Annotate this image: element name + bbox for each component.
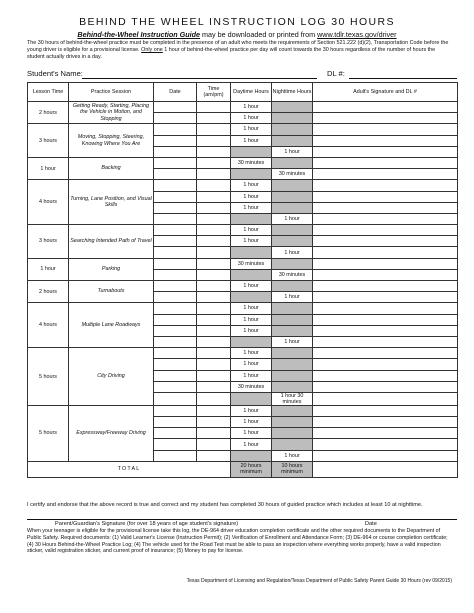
time-cell[interactable] — [197, 258, 231, 269]
date-cell[interactable] — [154, 417, 197, 428]
signature-cell[interactable] — [313, 450, 458, 461]
log-row — [28, 180, 458, 191]
signature-cell[interactable] — [313, 348, 458, 359]
student-info-line — [27, 69, 457, 80]
nighttime-cell — [272, 258, 313, 269]
signature-label: Parent/Guardian's Signature (for over 18 years of age student's signature) — [55, 521, 239, 527]
signature-cell[interactable] — [313, 169, 458, 180]
nighttime-cell — [272, 113, 313, 124]
signature-cell[interactable] — [313, 292, 458, 303]
practice-session-cell: Expressway/Freeway Driving — [69, 405, 154, 461]
daytime-cell: 1 hour — [231, 417, 272, 428]
time-cell[interactable] — [197, 417, 231, 428]
log-row — [28, 157, 458, 168]
practice-session-cell: City Driving — [69, 348, 154, 406]
header-daytime: Daytime Hours — [231, 83, 272, 102]
nighttime-cell — [272, 428, 313, 439]
nighttime-cell — [272, 303, 313, 314]
daytime-cell — [231, 292, 272, 303]
time-cell[interactable] — [197, 213, 231, 224]
student-name-label: Student's Name: — [27, 69, 83, 78]
lesson-time-cell: 1 hour — [28, 157, 69, 179]
signature-cell[interactable] — [313, 191, 458, 202]
signature-cell[interactable] — [313, 359, 458, 370]
header-date: Date — [154, 83, 197, 102]
daytime-cell: 1 hour — [231, 102, 272, 113]
date-cell[interactable] — [154, 450, 197, 461]
nighttime-cell — [272, 281, 313, 292]
header-nighttime: Nighttime Hours — [272, 83, 313, 102]
date-cell[interactable] — [154, 202, 197, 213]
daytime-cell — [231, 336, 272, 347]
signature-line[interactable] — [27, 519, 457, 520]
time-cell[interactable] — [197, 439, 231, 450]
time-cell[interactable] — [197, 146, 231, 157]
nighttime-cell: 1 hour — [272, 146, 313, 157]
date-cell[interactable] — [154, 303, 197, 314]
daytime-cell: 1 hour — [231, 370, 272, 381]
signature-cell[interactable] — [313, 225, 458, 236]
time-cell[interactable] — [197, 135, 231, 146]
daytime-cell: 1 hour — [231, 225, 272, 236]
intro-underlined: Only one — [141, 46, 163, 53]
signature-cell[interactable] — [313, 213, 458, 224]
daytime-cell: 1 hour — [231, 405, 272, 416]
signature-cell[interactable] — [313, 113, 458, 124]
practice-session-cell: Parking — [69, 258, 154, 280]
practice-session-cell: Turnabouts — [69, 281, 154, 303]
signature-cell[interactable] — [313, 281, 458, 292]
lesson-time-cell: 4 hours — [28, 303, 69, 348]
nighttime-cell — [272, 202, 313, 213]
daytime-cell: 1 hour — [231, 348, 272, 359]
log-row — [28, 405, 458, 416]
signature-cell[interactable] — [313, 269, 458, 280]
nighttime-cell: 1 hour — [272, 336, 313, 347]
log-row — [28, 102, 458, 113]
date-cell[interactable] — [154, 325, 197, 336]
nighttime-cell: 1 hour — [272, 247, 313, 258]
nighttime-cell: 1 hour — [272, 292, 313, 303]
date-cell[interactable] — [154, 336, 197, 347]
dl-number-field[interactable] — [349, 78, 457, 79]
date-cell[interactable] — [154, 191, 197, 202]
nighttime-cell: 1 hour — [272, 213, 313, 224]
daytime-cell — [231, 392, 272, 405]
intro-text-2: 1 hour of behind-the-wheel practice per day will count towards the 30 hours regardless of the number of hours the student actually drives in a day. — [27, 46, 436, 60]
date-cell[interactable] — [154, 392, 197, 405]
log-row — [28, 281, 458, 292]
date-cell[interactable] — [154, 113, 197, 124]
time-cell[interactable] — [197, 157, 231, 168]
date-cell[interactable] — [154, 157, 197, 168]
log-body — [28, 102, 458, 478]
daytime-cell — [231, 169, 272, 180]
signature-cell[interactable] — [313, 439, 458, 450]
date-cell[interactable] — [154, 348, 197, 359]
signature-cell[interactable] — [313, 336, 458, 347]
daytime-cell — [231, 450, 272, 461]
guide-link[interactable]: Behind-the-Wheel Instruction Guide — [77, 30, 201, 39]
daytime-cell: 1 hour — [231, 113, 272, 124]
time-cell[interactable] — [197, 269, 231, 280]
daytime-cell: 1 hour — [231, 124, 272, 135]
lesson-time-cell: 2 hours — [28, 102, 69, 124]
daytime-cell: 1 hour — [231, 325, 272, 336]
date-cell[interactable] — [154, 102, 197, 113]
time-cell[interactable] — [197, 336, 231, 347]
daytime-cell — [231, 213, 272, 224]
lesson-time-cell: 3 hours — [28, 225, 69, 259]
signature-cell[interactable] — [313, 236, 458, 247]
nighttime-cell: 1 hour — [272, 450, 313, 461]
time-cell[interactable] — [197, 392, 231, 405]
page-title: BEHIND THE WHEEL INSTRUCTION LOG 30 HOURS — [79, 16, 395, 28]
daytime-cell: 1 hour — [231, 428, 272, 439]
nighttime-cell — [272, 370, 313, 381]
signature-cell[interactable] — [313, 247, 458, 258]
daytime-cell: 30 minutes — [231, 381, 272, 392]
signature-cell[interactable] — [313, 202, 458, 213]
date-label: Date — [365, 521, 377, 527]
date-cell[interactable] — [154, 269, 197, 280]
date-cell[interactable] — [154, 169, 197, 180]
nighttime-cell — [272, 191, 313, 202]
time-cell[interactable] — [197, 236, 231, 247]
nighttime-cell — [272, 325, 313, 336]
date-cell[interactable] — [154, 381, 197, 392]
total-signature-cell — [313, 461, 458, 477]
log-row — [28, 124, 458, 135]
header-signature: Adult's Signature and DL # — [313, 83, 458, 102]
header-practice-session: Practice Session — [69, 83, 154, 102]
daytime-cell: 1 hour — [231, 236, 272, 247]
log-row — [28, 225, 458, 236]
daytime-cell: 1 hour — [231, 439, 272, 450]
date-cell[interactable] — [154, 314, 197, 325]
time-cell[interactable] — [197, 314, 231, 325]
lesson-time-cell: 2 hours — [28, 281, 69, 303]
date-cell[interactable] — [154, 428, 197, 439]
daytime-cell: 1 hour — [231, 303, 272, 314]
date-cell[interactable] — [154, 281, 197, 292]
lesson-time-cell: 5 hours — [28, 405, 69, 461]
time-cell[interactable] — [197, 359, 231, 370]
nighttime-cell — [272, 124, 313, 135]
date-cell[interactable] — [154, 225, 197, 236]
date-cell[interactable] — [154, 359, 197, 370]
lesson-time-cell: 1 hour — [28, 258, 69, 280]
daytime-cell — [231, 146, 272, 157]
total-nighttime: 10 hours minimum — [272, 461, 313, 477]
time-cell[interactable] — [197, 191, 231, 202]
date-cell[interactable] — [154, 180, 197, 191]
time-cell[interactable] — [197, 370, 231, 381]
nighttime-cell — [272, 180, 313, 191]
daytime-cell: 1 hour — [231, 202, 272, 213]
time-cell[interactable] — [197, 281, 231, 292]
total-label: TOTAL — [28, 461, 231, 477]
dl-label: DL #: — [327, 69, 345, 78]
daytime-cell: 1 hour — [231, 191, 272, 202]
time-cell[interactable] — [197, 348, 231, 359]
practice-session-cell: Multiple Lane Roadways — [69, 303, 154, 348]
nighttime-cell: 1 hour 30 minutes — [272, 392, 313, 405]
daytime-cell: 1 hour — [231, 180, 272, 191]
header-lesson-time: Lesson Time — [28, 83, 69, 102]
time-cell[interactable] — [197, 292, 231, 303]
signature-cell[interactable] — [313, 124, 458, 135]
practice-session-cell: Moving, Stopping, Steering, Knowing Where You Are — [69, 124, 154, 158]
daytime-cell — [231, 247, 272, 258]
nighttime-cell — [272, 417, 313, 428]
signature-cell[interactable] — [313, 370, 458, 381]
lesson-time-cell: 3 hours — [28, 124, 69, 158]
signature-cell[interactable] — [313, 405, 458, 416]
time-cell[interactable] — [197, 102, 231, 113]
log-row — [28, 303, 458, 314]
log-row — [28, 258, 458, 269]
daytime-cell: 30 minutes — [231, 157, 272, 168]
date-cell[interactable] — [154, 135, 197, 146]
time-cell[interactable] — [197, 325, 231, 336]
time-cell[interactable] — [197, 303, 231, 314]
signature-cell[interactable] — [313, 392, 458, 405]
lesson-time-cell: 5 hours — [28, 348, 69, 406]
nighttime-cell — [272, 157, 313, 168]
nighttime-cell: 30 minutes — [272, 169, 313, 180]
practice-session-cell: Turning, Lane Position, and Visual Skills — [69, 180, 154, 225]
signature-cell[interactable] — [313, 325, 458, 336]
nighttime-cell — [272, 225, 313, 236]
date-cell[interactable] — [154, 370, 197, 381]
nighttime-cell — [272, 236, 313, 247]
practice-session-cell: Backing — [69, 157, 154, 179]
daytime-cell — [231, 269, 272, 280]
total-row — [28, 461, 458, 477]
date-cell[interactable] — [154, 405, 197, 416]
header-time: Time (am/pm) — [197, 83, 231, 102]
signature-cell[interactable] — [313, 314, 458, 325]
time-cell[interactable] — [197, 124, 231, 135]
total-daytime: 20 hours minimum — [231, 461, 272, 477]
date-cell[interactable] — [154, 213, 197, 224]
signature-cell[interactable] — [313, 381, 458, 392]
practice-session-cell: Searching Intended Path of Travel — [69, 225, 154, 259]
time-cell[interactable] — [197, 202, 231, 213]
log-row — [28, 348, 458, 359]
nighttime-cell — [272, 439, 313, 450]
time-cell[interactable] — [197, 247, 231, 258]
signature-cell[interactable] — [313, 303, 458, 314]
signature-cell[interactable] — [313, 146, 458, 157]
nighttime-cell — [272, 359, 313, 370]
nighttime-cell — [272, 314, 313, 325]
lesson-time-cell: 4 hours — [28, 180, 69, 225]
certification-statement: I certify and endorse that the above record is true and correct and my student has completed 30 hours of guided practice which includes at least 10 at nighttime. — [27, 502, 423, 508]
signature-cell[interactable] — [313, 157, 458, 168]
driver-url-link[interactable]: www.tdlr.texas.gov/driver — [317, 30, 397, 39]
date-cell[interactable] — [154, 258, 197, 269]
time-cell[interactable] — [197, 405, 231, 416]
student-name-field[interactable] — [82, 78, 317, 79]
page-footer: Texas Department of Licensing and Regulation/Texas Department of Public Safety Parent Guide 30 Hours (rev 09/2015) — [186, 578, 452, 584]
daytime-cell: 1 hour — [231, 135, 272, 146]
time-cell[interactable] — [197, 180, 231, 191]
nighttime-cell: 30 minutes — [272, 269, 313, 280]
daytime-cell: 1 hour — [231, 314, 272, 325]
nighttime-cell — [272, 102, 313, 113]
time-cell[interactable] — [197, 169, 231, 180]
date-cell[interactable] — [154, 247, 197, 258]
daytime-cell: 30 minutes — [231, 258, 272, 269]
signature-cell[interactable] — [313, 180, 458, 191]
nighttime-cell — [272, 405, 313, 416]
nighttime-cell — [272, 348, 313, 359]
time-cell[interactable] — [197, 381, 231, 392]
date-cell[interactable] — [154, 236, 197, 247]
time-cell[interactable] — [197, 225, 231, 236]
time-cell[interactable] — [197, 450, 231, 461]
signature-cell[interactable] — [313, 135, 458, 146]
time-cell[interactable] — [197, 428, 231, 439]
signature-cell[interactable] — [313, 417, 458, 428]
nighttime-cell — [272, 135, 313, 146]
subtitle-middle: may be downloaded or printed from — [200, 30, 318, 39]
instruction-log-table — [27, 82, 458, 478]
signature-cell[interactable] — [313, 428, 458, 439]
signature-cell[interactable] — [313, 102, 458, 113]
daytime-cell: 1 hour — [231, 359, 272, 370]
date-cell[interactable] — [154, 439, 197, 450]
nighttime-cell — [272, 381, 313, 392]
intro-text-1: The 30 hours of behind-the-wheel practice must be completed in the presence of an adult who meets the requirements of Section 521.222 (d)(2), Transportation Code before the young driver is eligible for a provisional license. — [27, 40, 449, 53]
signature-cell[interactable] — [313, 258, 458, 269]
time-cell[interactable] — [197, 113, 231, 124]
subtitle — [0, 30, 474, 39]
instructions-note: When your teenager is eligible for the provisional license take this log, the DE-964 driver education completion certificate and the other required documents to the Department of Public Safety. Required documents: (1) Valid Learner's License (Instruction Permit); (2) Verification of Enrollment and Attendance Form; (3) DE-964 or course completion certificate; (4) 30 Hours Behind-the-Wheel Practice Log; (4) The vehicle used for the Road Test must be able to pass an inspection where everything works properly, have a valid inspection sticker, valid registration sticker, and current proof of insurance; (5) Money to pay for license. — [27, 528, 448, 555]
intro-paragraph — [27, 40, 452, 61]
date-cell[interactable] — [154, 124, 197, 135]
date-cell[interactable] — [154, 292, 197, 303]
date-cell[interactable] — [154, 146, 197, 157]
practice-session-cell: Getting Ready, Starting, Placing the Vehicle in Motion, and Stopping — [69, 102, 154, 124]
daytime-cell: 1 hour — [231, 281, 272, 292]
